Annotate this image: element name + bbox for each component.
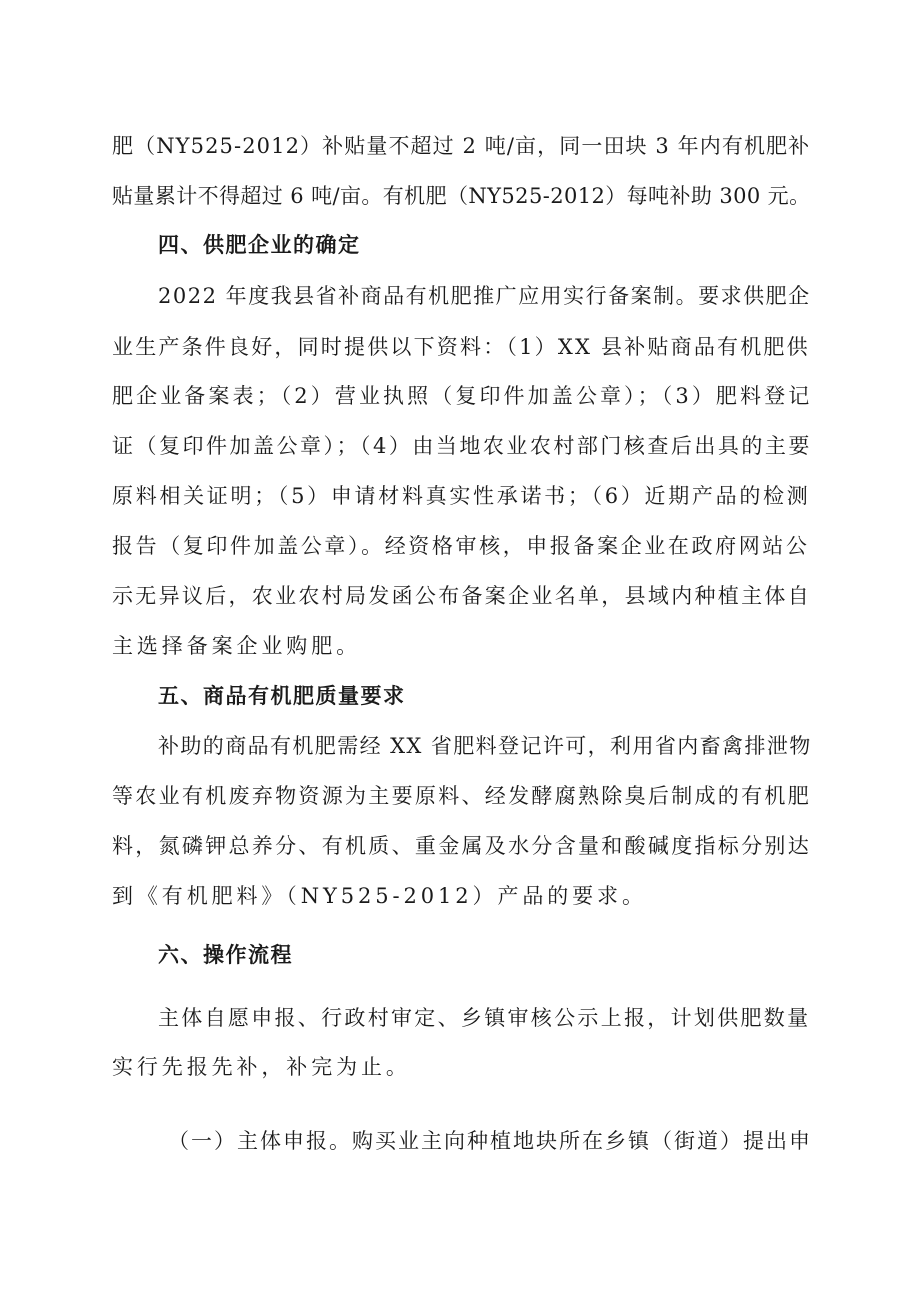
paragraph-line: 料，氮磷钾总养分、有机质、重金属及水分含量和酸碱度指标分别达 [112,834,811,858]
paragraph-line: 原料相关证明；（5）申请材料真实性承诺书；（6）近期产品的检测 [112,484,811,508]
paragraph-line: 等农业有机废弃物资源为主要原料、经发酵腐熟除臭后制成的有机肥 [112,784,811,808]
paragraph-line: 肥企业备案表；（2）营业执照（复印件加盖公章）；（3）肥料登记 [112,384,813,408]
section-heading-6: 六、操作流程 [158,943,293,967]
section-heading-4: 四、供肥企业的确定 [158,233,361,257]
paragraph-line: 2022 年度我县省补商品有机肥推广应用实行备案制。要求供肥企 [158,284,811,308]
paragraph-line: 报告（复印件加盖公章）。经资格审核，申报备案企业在政府网站公 [112,534,810,558]
subsection-line: （一）主体申报。购买业主向种植地块所在乡镇（街道）提出申 [168,1129,812,1153]
paragraph-line: 贴量累计不得超过 6 吨/亩。有机肥（NY525-2012）每吨补助 300 元。 [112,184,811,208]
paragraph-line: 主选择备案企业购肥。 [112,634,361,658]
paragraph-line: 主体自愿申报、行政村审定、乡镇审核公示上报，计划供肥数量 [158,1006,811,1030]
paragraph-line: 到《有机肥料》（NY525-2012）产品的要求。 [112,884,647,908]
paragraph-line: 业生产条件良好，同时提供以下资料：（1）XX 县补贴商品有机肥供 [112,335,810,359]
section-heading-5: 五、商品有机肥质量要求 [158,684,406,708]
paragraph-line: 肥（NY525-2012）补贴量不超过 2 吨/亩，同一田块 3 年内有机肥补 [112,134,811,158]
paragraph-line: 补助的商品有机肥需经 XX 省肥料登记许可，利用省内畜禽排泄物 [158,734,812,758]
paragraph-line: 实行先报先补，补完为止。 [112,1055,411,1079]
paragraph-line: 证（复印件加盖公章）；（4）由当地农业农村部门核查后出具的主要 [112,434,812,458]
paragraph-line: 示无异议后，农业农村局发函公布备案企业名单，县域内种植主体自 [112,584,811,608]
